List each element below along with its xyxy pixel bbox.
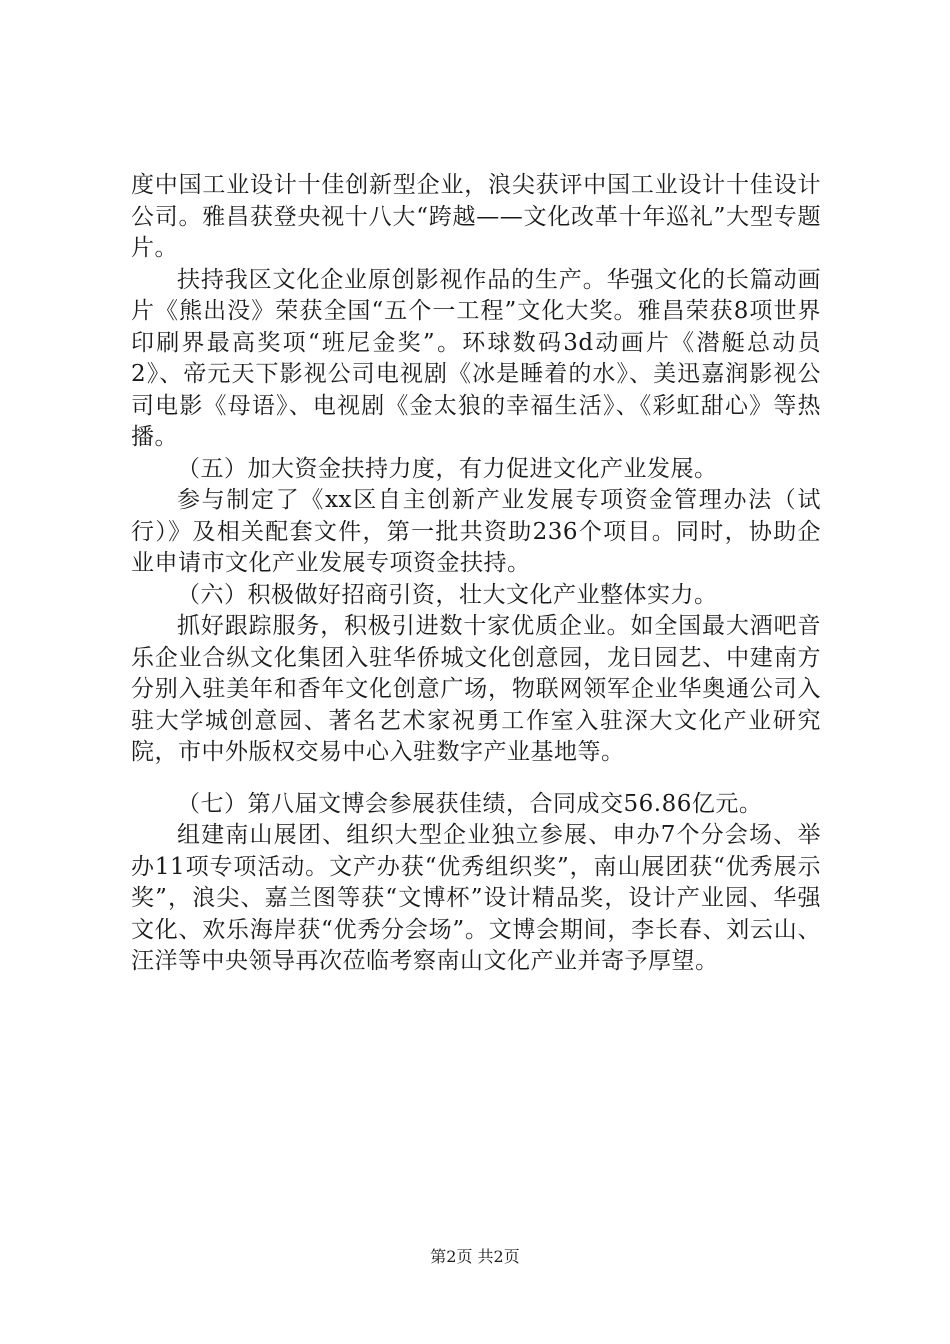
paragraph-investment: 抓好跟踪服务，积极引进数十家优质企业。如全国最大酒吧音乐企业合纵文化集团入驻华侨城文化创意园，龙日园艺、中建南方分别入驻美年和香年文化创意广场，物联网领军企业华奥通公司入驻大学城创意园、著名艺术家祝勇工作室入驻深大文化产业研究院，市中外版权交易中心入驻数字产业基地等。 <box>131 613 821 765</box>
section-heading-7: （七）第八届文博会参展获佳绩，合同成交56.86亿元。 <box>177 790 763 817</box>
section-heading-5: （五）加大资金扶持力度，有力促进文化产业发展。 <box>177 455 718 482</box>
paragraph-film-support: 扶持我区文化企业原创影视作品的生产。华强文化的长篇动画片《熊出没》荣获全国“五个一工程”文化大奖。雅昌荣获8项世界印刷界最高奖项“班尼金奖”。环球数码3d动画片《潜艇总动员2》、帝元天下影视公司电视剧《冰是睡着的水》、美迅嘉润影视公司电影《母语》、电视剧《金太狼的幸福生活》、《彩虹甜心》等热播。 <box>131 266 821 450</box>
paragraph-continuation: 度中国工业设计十佳创新型企业，浪尖获评中国工业设计十佳设计公司。雅昌获登央视十八大“跨越——文化改革十年巡礼”大型专题片。 <box>131 172 821 261</box>
page-footer <box>0 1244 950 1267</box>
paragraph-funding: 参与制定了《xx区自主创新产业发展专项资金管理办法（试行）》及相关配套文件，第一批共资助236个项目。同时，协助企业申请市文化产业发展专项资金扶持。 <box>131 487 821 576</box>
document-body <box>131 170 821 978</box>
page-number: 第2页 共2页 <box>430 1247 520 1266</box>
paragraph-expo: 组建南山展团、组织大型企业独立参展、申办7个分会场、举办11项专项活动。文产办获“优秀组织奖”，南山展团获“优秀展示奖”，浪尖、嘉兰图等获“文博杯”设计精品奖，设计产业园、华强文化、欢乐海岸获“优秀分会场”。文博会期间，李长春、刘云山、汪洋等中央领导再次莅临考察南山文化产业并寄予厚望。 <box>131 822 821 974</box>
section-heading-6: （六）积极做好招商引资，壮大文化产业整体实力。 <box>177 581 718 608</box>
